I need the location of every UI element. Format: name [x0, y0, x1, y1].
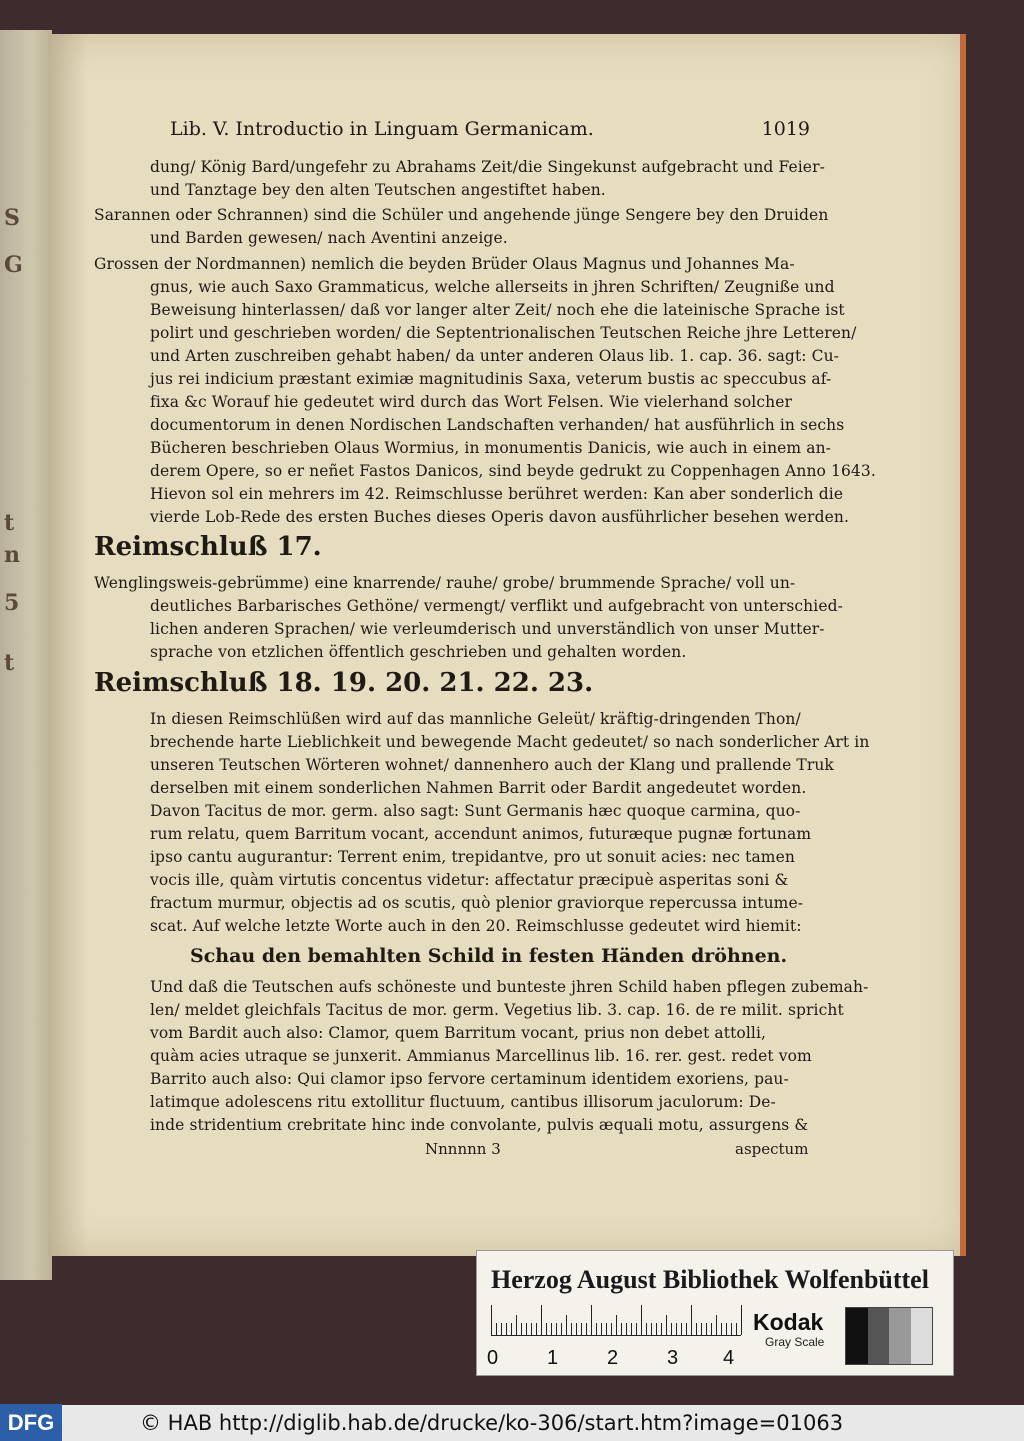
ruler-tick — [656, 1323, 657, 1335]
ruler-tick — [506, 1323, 507, 1335]
text-line: sprache von etzlichen öffentlich geschrieben und gehalten worden. — [150, 643, 687, 661]
ruler-tick — [581, 1323, 582, 1335]
text-line: jus rei indicium præstant eximiæ magnitudinis Saxa, veterum bustis ac speccubus af- — [150, 370, 832, 388]
text-line: len/ meldet gleichfals Tacitus de mor. germ. Vegetius lib. 3. cap. 16. de re milit. spricht — [150, 1001, 844, 1019]
text-line: scat. Auf welche letzte Worte auch in den 20. Reimschlusse gedeutet wird hiemit: — [150, 917, 802, 935]
ruler-tick — [576, 1323, 577, 1335]
ruler-number: 1 — [547, 1347, 559, 1369]
ruler-tick — [501, 1323, 502, 1335]
text-line: polirt und geschrieben worden/ die Septentrionalischen Teutschen Reiche jhre Letteren/ — [150, 324, 857, 342]
text-line: derem Opere, so er neñet Fastos Danicos, sind beyde gedrukt zu Coppenhagen Anno 1643. — [150, 462, 876, 480]
kodak-logo: Kodak — [753, 1309, 824, 1335]
ruler-tick — [611, 1323, 612, 1335]
ruler-tick — [716, 1315, 717, 1335]
library-title: Herzog August Bibliothek Wolfenbüttel — [491, 1265, 929, 1294]
ruler-number: 0 — [487, 1347, 499, 1369]
text-line: Beweisung hinterlassen/ daß vor langer alter Zeit/ noch ehe die lateinische Sprache ist — [150, 301, 845, 319]
ruler-number: 2 — [607, 1347, 619, 1369]
text-line: und Barden gewesen/ nach Aventini anzeige. — [150, 229, 508, 247]
copyright-link[interactable]: © HAB http://diglib.hab.de/drucke/ko-306/start.htm?image=01063 — [140, 1411, 844, 1435]
ruler-tick — [596, 1323, 597, 1335]
ruler-tick — [626, 1323, 627, 1335]
text-line: Wenglingsweis-gebrümme) eine knarrende/ rauhe/ grobe/ brummende Sprache/ voll un- — [94, 574, 796, 592]
text-line: gnus, wie auch Saxo Grammaticus, welche allerseits in jhren Schriften/ Zeugniße und — [150, 278, 835, 296]
edge-mark: S — [4, 205, 20, 231]
text-line: Hievon sol ein mehrers im 42. Reimschlusse berühret werden: Kan aber sonderlich die — [150, 485, 844, 503]
ruler-tick — [586, 1323, 587, 1335]
ruler-tick — [521, 1323, 522, 1335]
section-heading: Reimschluß 18. 19. 20. 21. 22. 23. — [94, 668, 594, 698]
ruler-tick — [666, 1315, 667, 1335]
text-line: lichen anderen Sprachen/ wie verleumderisch und unverständlich von unser Mutter- — [150, 620, 825, 638]
ruler-number: 4 — [723, 1347, 735, 1369]
ruler-tick — [616, 1315, 617, 1335]
text-line: Davon Tacitus de mor. germ. also sagt: Sunt Germanis hæc quoque carmina, quo- — [150, 802, 801, 820]
ruler-tick — [566, 1315, 567, 1335]
ruler-tick — [531, 1323, 532, 1335]
left-page-edge — [0, 30, 52, 1280]
text-line: Barrito auch also: Qui clamor ipso fervore certaminum identidem exoriens, pau- — [150, 1070, 789, 1088]
ruler-tick — [711, 1323, 712, 1335]
section-heading: Reimschluß 17. — [94, 532, 322, 562]
text-line: brechende harte Lieblichkeit und bewegende Macht gedeutet/ so nach sonderlicher Art in — [150, 733, 870, 751]
library-color-card — [476, 1250, 954, 1376]
text-line: vocis ille, quàm virtutis concentus videtur: affectatur præcipuè asperitas soni & — [150, 871, 789, 889]
text-line: unseren Teutschen Wörteren wohnet/ dannenhero auch der Klang und prallende Truk — [150, 756, 834, 774]
ruler-tick — [541, 1305, 542, 1335]
ruler-tick — [571, 1323, 572, 1335]
motto-line: Schau den bemahlten Schild in festen Händen dröhnen. — [190, 945, 788, 967]
ruler-tick — [701, 1323, 702, 1335]
ruler-tick — [696, 1323, 697, 1335]
dfg-logo: DFG — [0, 1404, 62, 1441]
edge-mark: t — [4, 650, 15, 676]
ruler-tick — [606, 1323, 607, 1335]
text-line: In diesen Reimschlüßen wird auf das mannliche Geleüt/ kräftig-dringenden Thon/ — [150, 710, 801, 728]
ruler-tick — [646, 1323, 647, 1335]
text-line: quàm acies utraque se junxerit. Ammianus Marcellinus lib. 16. rer. gest. redet vom — [150, 1047, 812, 1065]
ruler-tick — [641, 1305, 642, 1335]
text-line: Sarannen oder Schrannen) sind die Schüler und angehende jünge Sengere bey den Druiden — [94, 206, 829, 224]
text-line: vom Bardit auch also: Clamor, quem Barritum vocant, prius non debet attolli, — [150, 1024, 767, 1042]
ruler-tick — [736, 1323, 737, 1335]
ruler-tick — [651, 1323, 652, 1335]
header-title: Lib. V. Introductio in Linguam Germanicam. — [170, 118, 594, 140]
ruler-tick — [671, 1323, 672, 1335]
ruler-tick — [511, 1323, 512, 1335]
ruler-tick — [536, 1323, 537, 1335]
text-line: deutliches Barbarisches Gethöne/ vermengt/ verflikt und aufgebracht von unterschied- — [150, 597, 843, 615]
text-line: rum relatu, quem Barritum vocant, accendunt animos, futuræque pugnæ fortunam — [150, 825, 812, 843]
edge-mark: n — [4, 542, 20, 568]
ruler-tick — [491, 1305, 492, 1335]
ruler-tick — [496, 1323, 497, 1335]
ruler-tick — [546, 1323, 547, 1335]
ruler-tick — [556, 1323, 557, 1335]
text-line: dung/ König Bard/ungefehr zu Abrahams Zeit/die Singekunst aufgebracht und Feier- — [150, 158, 825, 176]
ruler-tick — [516, 1315, 517, 1335]
ruler-tick — [741, 1305, 742, 1335]
ruler-tick — [686, 1323, 687, 1335]
text-line: vierde Lob-Rede des ersten Buches dieses Operis davon ausführlicher besehen werden. — [150, 508, 849, 526]
edge-mark: G — [4, 252, 23, 278]
edge-mark: t — [4, 510, 15, 536]
ruler-tick — [726, 1323, 727, 1335]
gray-scale-patches — [845, 1307, 933, 1365]
text-line: und Tanztage bey den alten Teutschen angestiftet haben. — [150, 181, 606, 199]
text-line: Bücheren beschrieben Olaus Wormius, in monumentis Danicis, wie auch in einem an- — [150, 439, 832, 457]
ruler-tick — [681, 1323, 682, 1335]
text-line: documentorum in denen Nordischen Landschaften verhanden/ hat ausführlich in sechs — [150, 416, 845, 434]
text-line: und Arten zuschreiben gehabt haben/ da unter anderen Olaus lib. 1. cap. 36. sagt: Cu- — [150, 347, 840, 365]
catchword: aspectum — [735, 1140, 809, 1158]
gray-scale-label: Gray Scale — [765, 1335, 825, 1349]
ruler-tick — [661, 1323, 662, 1335]
ruler-tick — [526, 1323, 527, 1335]
ruler-tick — [631, 1323, 632, 1335]
ruler-tick — [636, 1323, 637, 1335]
ruler-tick — [601, 1323, 602, 1335]
ruler-tick — [721, 1323, 722, 1335]
text-line: Grossen der Nordmannen) nemlich die beyden Brüder Olaus Magnus und Johannes Ma- — [94, 255, 795, 273]
signature-mark: Nnnnnn 3 — [425, 1140, 501, 1158]
page-number: 1019 — [761, 118, 810, 140]
scale-ruler — [491, 1305, 741, 1336]
text-line: ipso cantu augurantur: Terrent enim, trepidantve, pro ut sonuit acies: nec tamen — [150, 848, 795, 866]
ruler-tick — [591, 1305, 592, 1335]
text-line: Und daß die Teutschen aufs schöneste und bunteste jhren Schild haben pflegen zubemah- — [150, 978, 869, 996]
edge-mark: 5 — [4, 590, 20, 616]
ruler-tick — [561, 1323, 562, 1335]
ruler-number: 3 — [667, 1347, 679, 1369]
text-line: fixa &c Worauf hie gedeutet wird durch das Wort Felsen. Wie vielerhand solcher — [150, 393, 792, 411]
running-header — [170, 118, 810, 140]
text-line: latimque adolescens ritu extollitur fluctuum, cantibus illisorum jaculorum: De- — [150, 1093, 776, 1111]
ruler-tick — [676, 1323, 677, 1335]
ruler-tick — [691, 1305, 692, 1335]
text-line: fractum murmur, objectis ad os scutis, quò plenior graviorque repercussa intume- — [150, 894, 804, 912]
ruler-tick — [621, 1323, 622, 1335]
ruler-tick — [706, 1323, 707, 1335]
text-line: inde stridentium crebritate hinc inde convolante, pulvis æquali motu, assurgens & — [150, 1116, 809, 1134]
ruler-tick — [551, 1323, 552, 1335]
ruler-tick — [731, 1323, 732, 1335]
text-line: derselben mit einem sonderlichen Nahmen Barrit oder Bardit angedeutet worden. — [150, 779, 807, 797]
